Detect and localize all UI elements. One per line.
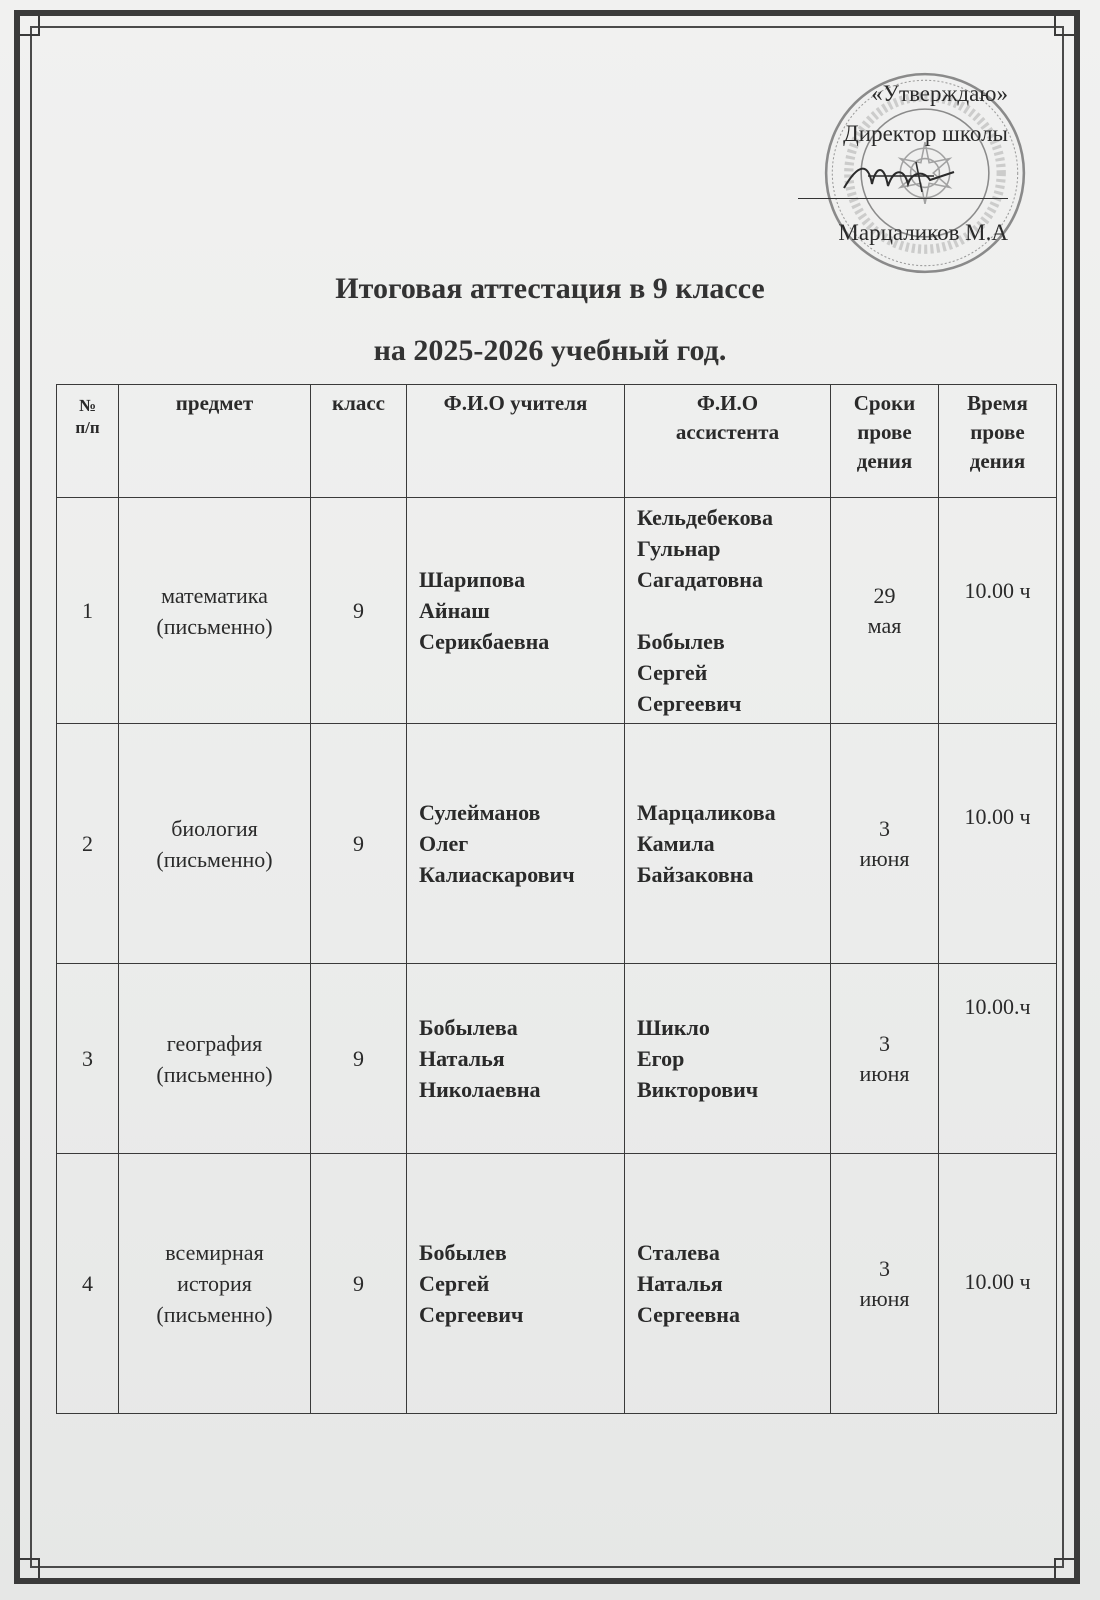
header-dates: Сроки прове дения [831,385,939,498]
approve-label: «Утверждаю» [871,81,1008,106]
row-class: 9 [311,964,407,1154]
row-num: 1 [57,498,119,724]
row-subject: всемирная история (письменно) [119,1154,311,1414]
row-date: 3 июня [831,724,939,964]
signature-line [798,154,1008,199]
row-date: 29 мая [831,498,939,724]
table-header-row [57,385,1057,498]
row-num: 3 [57,964,119,1154]
row-teacher: Бобылева Наталья Николаевна [407,964,625,1154]
header-class: класс [311,385,407,498]
handwritten-signature [838,154,958,198]
row-num: 2 [57,724,119,964]
row-subject: биология (письменно) [119,724,311,964]
director-name: Марцаликов М.А [838,220,1008,245]
page-title: Итоговая аттестация в 9 классе [335,272,765,305]
row-time: 10.00.ч [939,964,1057,1154]
table-row [57,724,1057,964]
row-assistant: Кельдебекова Гульнар Сагадатовна Бобылев Сергей Сергеевич [625,498,831,724]
frame-corner [14,1558,40,1584]
header-teacher: Ф.И.О учителя [407,385,625,498]
row-assistant: Сталева Наталья Сергеевна [625,1154,831,1414]
director-position: Директор школы [843,121,1008,146]
frame-corner [14,10,40,36]
table-row [57,964,1057,1154]
row-subject: математика (письменно) [119,498,311,724]
row-num: 4 [57,1154,119,1414]
row-time: 10.00 ч [939,724,1057,964]
row-time: 10.00 ч [939,498,1057,724]
row-teacher: Сулейманов Олег Калиаскарович [407,724,625,964]
row-class: 9 [311,498,407,724]
frame-corner [1054,10,1080,36]
row-subject: география (письменно) [119,964,311,1154]
row-time: 10.00 ч [939,1154,1057,1414]
header-num: № п/п [57,385,119,498]
row-class: 9 [311,1154,407,1414]
frame-corner [1054,1558,1080,1584]
row-date: 3 июня [831,964,939,1154]
header-assistant: Ф.И.О ассистента [625,385,831,498]
attestation-table [56,384,1057,1414]
row-teacher: Бобылев Сергей Сергеевич [407,1154,625,1414]
row-date: 3 июня [831,1154,939,1414]
table-row [57,1154,1057,1414]
row-assistant: Шикло Егор Викторович [625,964,831,1154]
header-subject: предмет [119,385,311,498]
table-row [57,498,1057,724]
page-subtitle: на 2025-2026 учебный год. [373,334,727,367]
row-class: 9 [311,724,407,964]
row-assistant: Марцаликова Камила Байзаковна [625,724,831,964]
row-teacher: Шарипова Айнаш Серикбаевна [407,498,625,724]
header-time: Время прове дения [939,385,1057,498]
approval-block [748,74,1008,253]
